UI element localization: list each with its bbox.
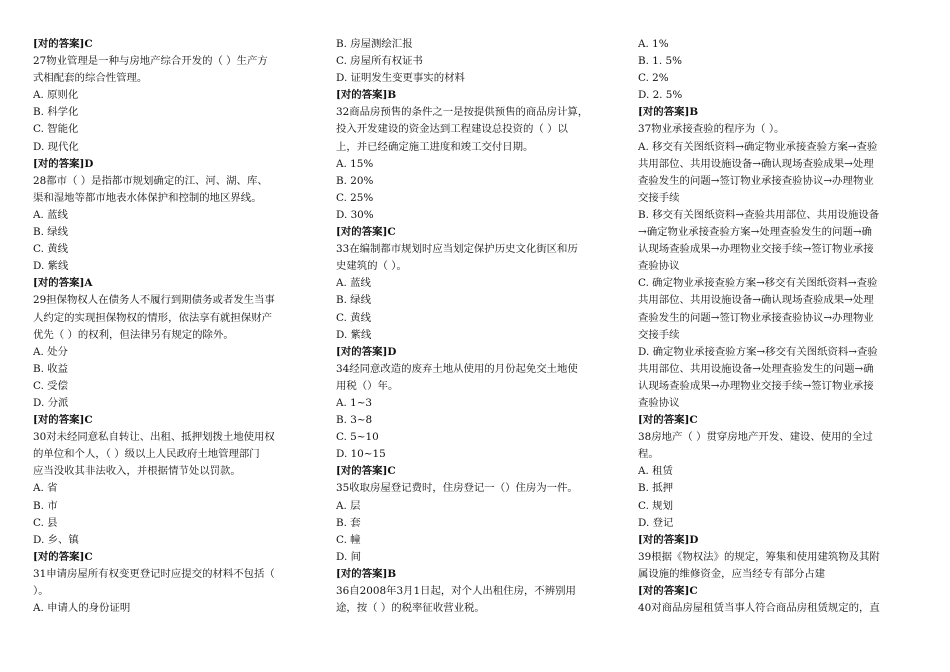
text-line: 属设施的维修资金，应当经专有部分占建 [638, 567, 826, 580]
text-line: →确定物业承接查验方案→处理查验发生的问题→确 [638, 226, 872, 239]
text-line: 史建筑的（ ）。 [336, 260, 407, 273]
option-line: D. 证明发生变更事实的材料 [336, 72, 465, 85]
text-line: 投入开发建设的资金达到工程建设总投资的（ ）以 [336, 123, 568, 136]
answer-line: [对的答案]C [33, 414, 93, 427]
text-line: 共用部位、共用设施设备→确认现场查验成果→处理 [638, 294, 874, 307]
answer-line: [对的答案]B [336, 567, 397, 580]
text-line: 交接手续 [638, 328, 680, 341]
option-line: C. 县 [33, 516, 58, 529]
answer-line: [对的答案]D [336, 345, 397, 358]
question-line: 30对未经同意私自转让、出租、抵押划拨土地使用权 [33, 431, 275, 444]
question-line: 39根据《物权法》的规定，筹集和使用建筑物及其附 [638, 550, 880, 563]
option-line: D. 紫线 [336, 328, 372, 341]
text-line: 交接手续 [638, 191, 680, 204]
text-line: 查验协议 [638, 396, 680, 409]
text-line: 优先（ ）的权利，但法律另有规定的除外。 [33, 328, 234, 341]
option-line: B. 房屋测绘汇报 [336, 38, 413, 50]
option-line: A. 处分 [33, 345, 68, 358]
option-line: C. 受偿 [33, 379, 68, 392]
text-line: 应当没收其非法收入，并根据情节处以罚款。 [33, 465, 241, 478]
text-line: 查验发生的问题→签订物业承接查验协议→办理物业 [638, 174, 874, 187]
answer-line: [对的答案]C [638, 414, 698, 427]
question-line: 34经同意改造的废弃土地从使用的月份起免交土地使 [336, 362, 578, 375]
option-line: A. 省 [33, 482, 58, 495]
option-line: D. 间 [336, 550, 361, 563]
option-line: D. 现代化 [33, 140, 79, 153]
text-line: 认现场查验成果→办理物业交接手续→签订物业承接 [638, 379, 874, 392]
answer-line: [对的答案]C [638, 585, 698, 597]
text-line: 的单位和个人，（ ）级以上人民政府土地管理部门 [33, 448, 260, 461]
option-line: A. 原则化 [33, 89, 79, 102]
text-line: 认现场查验成果→办理物业交接手续→签订物业承接 [638, 243, 874, 256]
option-line: B. 科学化 [33, 106, 79, 119]
option-line: C. 5~10 [336, 431, 379, 444]
option-line: D. 分派 [33, 396, 69, 409]
option-line: C. 智能化 [33, 123, 79, 136]
option-line: B. 套 [336, 516, 361, 529]
text-line: 人约定的实现担保物权的情形，依法享有就担保财产 [33, 311, 272, 324]
answer-line: [对的答案]B [336, 89, 397, 102]
text-line: ）。 [33, 585, 49, 597]
answer-line: [对的答案]C [336, 465, 396, 478]
option-line: D. 30% [336, 208, 374, 221]
option-line: B. 3~8 [336, 414, 373, 427]
text-column-middle [336, 36, 618, 617]
option-line: B. 收益 [33, 362, 69, 375]
option-line: C. 黄线 [336, 311, 371, 324]
question-line: 28都市（ ）是指都市规划确定的江、河、湖、库、 [33, 174, 268, 187]
question-line: 36自2008年3月1日起，对个人出租住房，不辨别用 [336, 585, 576, 597]
question-line: 38房地产（ ）贯穿房地产开发、建设、使用的全过 [638, 431, 873, 444]
text-line: 共用部位、共用设施设备→确认现场查验成果→处理 [638, 157, 874, 170]
option-line: D. 2. 5% [638, 89, 683, 102]
option-line: C. 确定物业承接查验方案→移交有关图纸资料→查验 [638, 277, 878, 290]
text-line: 途，按（ ）的税率征收营业税。 [336, 602, 485, 615]
option-line: D. 10~15 [336, 448, 386, 461]
text-column-right [638, 36, 920, 617]
option-line: A. 15% [336, 157, 374, 170]
option-line: B. 绿线 [336, 294, 372, 307]
text-line: 渠和湿地等都市地表水体保护和控制的地区界线。 [33, 191, 262, 204]
question-line: 40对商品房屋租赁当事人符合商品房租赁规定的，直 [638, 602, 880, 615]
option-line: C. 2% [638, 72, 669, 85]
answer-line: [对的答案]C [33, 550, 93, 563]
option-line: B. 1. 5% [638, 55, 682, 68]
option-line: C. 房屋所有权证书 [336, 55, 423, 68]
answer-line: [对的答案]C [336, 226, 396, 239]
option-line: A. 1~3 [336, 396, 373, 409]
option-line: B. 移交有关图纸资料→查验共用部位、共用设施设备 [638, 208, 880, 221]
text-line: 式相配套的综合性管理。 [33, 72, 148, 85]
option-line: C. 25% [336, 191, 374, 204]
option-line: A. 蓝线 [33, 208, 68, 221]
question-line: 35收取房屋登记费时，住房登记一（）住房为一件。 [336, 482, 578, 495]
text-line: 程。 [638, 448, 659, 461]
option-line: C. 黄线 [33, 243, 68, 256]
option-line: B. 20% [336, 174, 374, 187]
option-line: A. 蓝线 [336, 277, 371, 290]
option-line: A. 层 [336, 499, 361, 512]
option-line: D. 登记 [638, 516, 674, 529]
option-line: B. 绿线 [33, 226, 69, 239]
answer-line: [对的答案]A [33, 277, 93, 290]
answer-line: [对的答案]C [33, 38, 93, 50]
question-line: 29担保物权人在债务人不履行到期债务或者发生当事 [33, 294, 275, 307]
text-line: 共用部位、共用设施设备→处理查验发生的问题→确 [638, 362, 874, 375]
option-line: A. 移交有关图纸资料→确定物业承接查验方案→查验 [638, 140, 878, 153]
answer-line: [对的答案]D [638, 533, 699, 546]
text-line: 上，并已经确定施工进度和竣工交付日期。 [336, 140, 534, 153]
question-line: 27物业管理是一种与房地产综合开发的（ ）生产方 [33, 55, 268, 68]
text-line: 用税（）年。 [336, 379, 399, 392]
text-line: 查验协议 [638, 260, 680, 273]
option-line: A. 1% [638, 38, 669, 50]
text-column-left [33, 36, 315, 617]
option-line: D. 紫线 [33, 260, 69, 273]
answer-line: [对的答案]B [638, 106, 699, 119]
question-line: 31申请房屋所有权变更登记时应提交的材料不包括（ [33, 567, 275, 580]
option-line: C. 幢 [336, 533, 361, 546]
option-line: C. 规划 [638, 499, 673, 512]
question-line: 33在编制都市规划时应当划定保护历史文化街区和历 [336, 243, 578, 256]
question-line: 37物业承接查验的程序为（ ）。 [638, 123, 785, 136]
option-line: D. 乡、镇 [33, 533, 79, 546]
answer-line: [对的答案]D [33, 157, 94, 170]
option-line: B. 市 [33, 499, 58, 512]
option-line: A. 申请人的身份证明 [33, 602, 131, 615]
question-line: 32商品房预售的条件之一是按提供预售的商品房计算， [336, 106, 589, 119]
option-line: B. 抵押 [638, 482, 674, 495]
option-line: D. 确定物业承接查验方案→移交有关图纸资料→查验 [638, 345, 878, 358]
text-line: 查验发生的问题→签订物业承接查验协议→办理物业 [638, 311, 874, 324]
option-line: A. 租赁 [638, 465, 673, 478]
